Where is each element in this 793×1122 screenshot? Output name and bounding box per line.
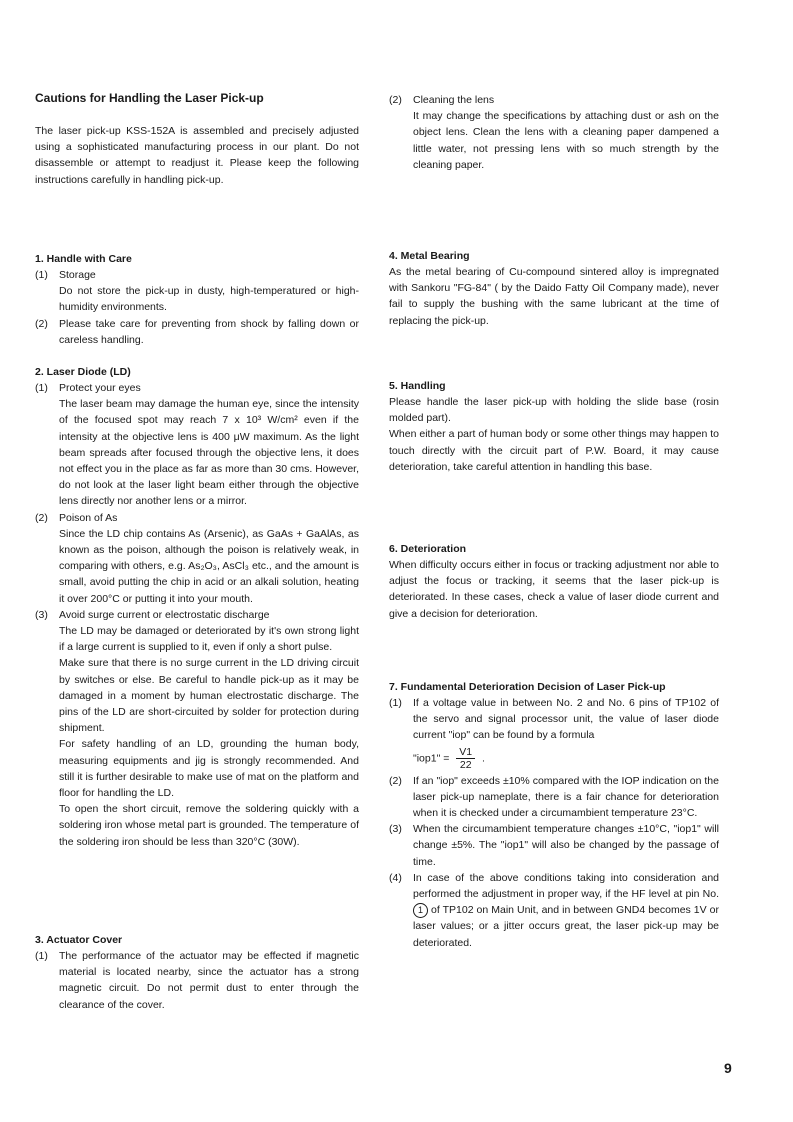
s2-item-3 [35,607,359,850]
formula-lhs: "iop1" = [413,751,450,764]
pin-number-circle: 1 [413,903,428,918]
formula-numerator: V1 [456,746,475,759]
section-4-text: As the metal bearing of Cu-compound sintered alloy is impregnated with Sankoru "FG-84" ( by the Daido Fatty Oil Company made), never fail to supply the bushing with the same lubricant at the time of replacing the pick-up. [389,266,719,327]
s7-item-4-text-a: In case of the above conditions taking into consideration and performed the adjustment in proper way, if the HF level at pin No. [413,871,719,901]
section-6-text: When difficulty occurs either in focus or tracking adjustment nor able to adjust the focus or tracking, it seems that the laser pick-up is deteriorated. In these cases, check a value of laser diode current and give a decision for deterioration. [389,559,719,620]
section-7 [389,679,719,951]
intro-paragraph: The laser pick-up KSS-152A is assembled and precisely adjusted using a sophisticated manufacturing process in our plant. Do not disassemble or attempt to readjust it. Please keep the following instructions carefully in handling pick-up. [35,125,359,186]
s2-item-2 [35,510,359,607]
section-7-heading: 7. Fundamental Deterioration Decision of Laser Pick-up [389,681,666,693]
section-1 [35,251,359,348]
s2-item-1-num: (1) [35,382,48,394]
s1-item-1-label: Storage [59,269,96,281]
s7-item-3-num: (3) [389,823,402,836]
s2-item-1 [35,380,359,510]
s2-item-3-p1: The LD may be damaged or deteriorated by it's own strong light if a large current is supplied to it, even if only a short pulse. [59,625,359,654]
section-3-heading: 3. Actuator Cover [35,934,123,946]
r-item-2-num: (2) [389,94,402,106]
r-item-2-text: It may change the specifications by attaching dust or ash on the object lens. Clean the lens with a cleaning paper dampened a little water, not pressing lens with so much strength by the cleaning paper. [413,110,719,171]
formula-fraction [456,746,475,771]
s1-item-2-num: (2) [35,317,48,330]
s2-item-3-label: Avoid surge current or electrostatic discharge [59,608,270,621]
r-item-2-label: Cleaning the lens [413,94,495,106]
section-5-p1: Please handle the laser pick-up with holding the slide base (rosin molded part). [389,396,719,425]
s7-item-2-text: If an "iop" exceeds ±10% compared with the IOP indication on the laser pick-up nameplate, there is a fair chance for deterioration when it is checked under a circumambient temperature 23°C. [413,774,719,820]
s2-item-2-text: Since the LD chip contains As (Arsenic), as GaAs + GaAlAs, as known as the poison, although the poison is relatively weak, in comparing with others, e.g. As₂O₃, AsCl₃ etc., and the amount is small, avoid putting the chip in acid or an alkali solution, heating it over 200°C or putting it into your mouth. [59,527,359,605]
s2-item-3-num: (3) [35,608,48,621]
section-1-heading: 1. Handle with Care [35,253,132,265]
s2-item-1-label: Protect your eyes [59,382,141,394]
s2-item-3-p3: For safety handling of an LD, grounding the human body, measuring equipments and jig is strongly recommended. And still it is further desirable to make use of mat on the platform and floor for handling the LD. [59,738,359,800]
s7-item-4-num: (4) [389,871,402,884]
s1-item-2 [35,316,359,348]
section-5-p2: When either a part of human body or some other things may happen to touch directly with the circuit part of P.W. Board, it may cause deterioration, take careful attention in handling this base. [389,428,719,473]
s7-item-4-text-b: of TP102 on Main Unit, and in between GND4 becomes 1V or laser values; or a jitter occurs great, the laser pick-up may be deteriorated. [413,904,719,949]
s1-item-1-num: (1) [35,269,48,281]
s1-item-1-text: Do not store the pick-up in dusty, high-temperatured or high-humidity environments. [59,285,359,314]
s2-item-2-num: (2) [35,511,48,524]
s2-item-1-text: The laser beam may damage the human eye, since the intensity of the focused spot may reach 7 x 10³ W/cm² even if the intensity at the objective lens is 400 μW maximum. As the light beam spreads after focused through the objective lens, it does not effect you in the place as far as more than 30 cms. However, do not look at the laser light beam either through the objective lens directly nor another lens or a mirror. [59,398,359,508]
formula-denominator: 22 [459,758,472,771]
s7-item-2-num: (2) [389,774,402,787]
cleaning-lens-block [389,92,719,173]
title-block [35,91,359,105]
s3-item-1 [35,948,359,1013]
section-4-heading: 4. Metal Bearing [389,250,470,262]
section-3 [35,932,359,1013]
section-6-heading: 6. Deterioration [389,543,467,555]
s7-item-1 [389,695,719,771]
section-2 [35,364,359,850]
s7-item-4-text [413,870,719,951]
s2-item-3-p2: Make sure that there is no surge current in the LD driving circuit by switches or else. Be careful to handle pick-up as it may be damaged in a moment by human electrostatic discharge. The pins of the LD are short-circuited by solder for protection during shipment. [59,657,359,735]
s1-item-2-text: Please take care for preventing from shock by falling down or careless handling. [59,317,359,346]
section-4 [389,248,719,329]
s2-item-3-p4: To open the short circuit, remove the soldering quickly with a soldering iron whose metal part is grounded. The temperature of the soldering iron should be less than 320°C (30W). [59,803,359,848]
page-number: 9 [724,1060,732,1076]
s3-item-1-num: (1) [35,950,48,962]
s7-item-1-num: (1) [389,697,402,709]
section-5 [389,378,719,475]
r-item-2 [389,92,719,173]
s7-item-2 [389,773,719,822]
s1-item-1 [35,267,359,316]
s7-item-4 [389,870,719,951]
s7-item-3 [389,821,719,870]
iop-formula [413,746,719,771]
section-6 [389,541,719,622]
section-2-heading: 2. Laser Diode (LD) [35,366,131,378]
page-title: Cautions for Handling the Laser Pick-up [35,91,264,105]
section-5-heading: 5. Handling [389,380,446,392]
s7-item-3-text: When the circumambient temperature changes ±10°C, "iop1" will change ±5%. The "iop1" will also be changed by the passage of time. [413,823,719,868]
s3-item-1-text: The performance of the actuator may be effected if magnetic material is located nearby, since the actuator has a strong magnetic circuit. Do not permit dust to enter through the clearance of the cover. [59,950,359,1011]
s7-item-1-text: If a voltage value in between No. 2 and No. 6 pins of TP102 of the servo and signal processor unit, the value of laser diode current "iop" can be found by a formula [413,697,719,742]
intro-block [35,123,359,188]
s2-item-2-label: Poison of As [59,511,118,524]
formula-end: . [482,751,485,764]
